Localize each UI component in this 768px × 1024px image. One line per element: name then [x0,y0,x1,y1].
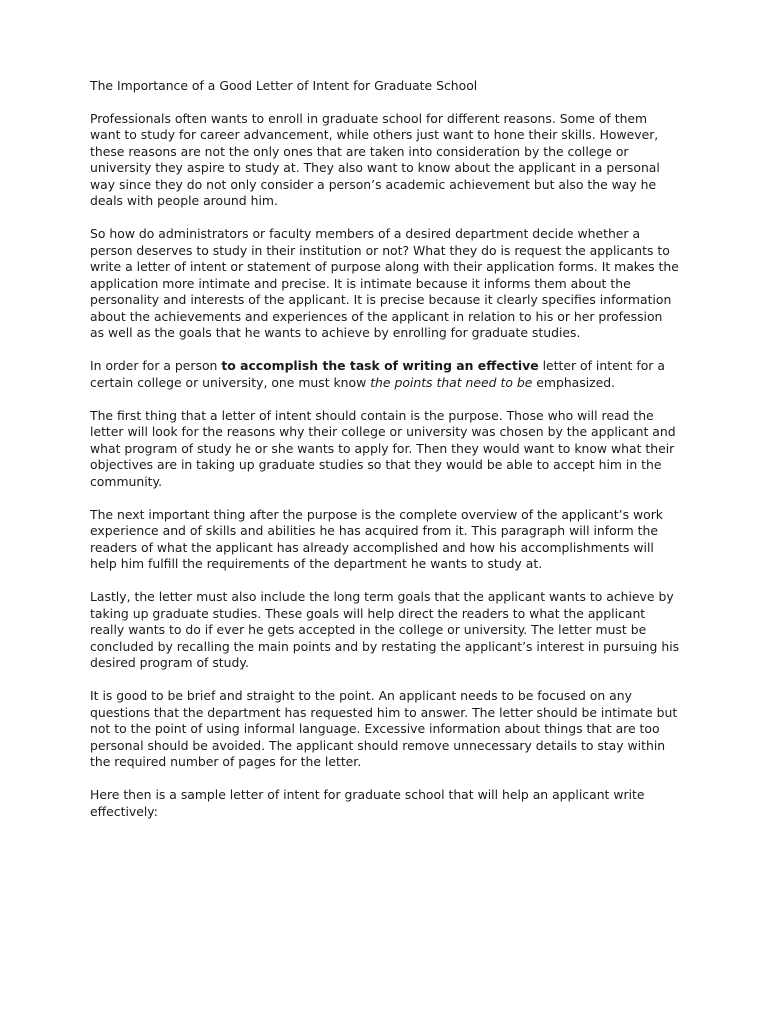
paragraph-3-text-b: letter of intent for a certain college or university, one must know [90,358,665,390]
paragraph-1: Professionals often wants to enroll in graduate school for different reasons. Some of them want to study for career advancement, while others just want to hone their skills. However, these reasons are not the only ones that are taken into consideration by the college or university they aspire to study at. They also want to know about the applicant in a personal way since they do not only consider a person’s academic achievement but also the way he deals with people around him. [90,110,660,208]
paragraph-3-italic-text: the points that need to be [370,374,533,390]
paragraph-3 [90,358,680,391]
paragraph-7: It is good to be brief and straight to the point. An applicant needs to be focused on any questions that the department has requested him to answer. The letter should be intimate but not to the point of using informal language. Excessive information about things that are too personal should be avoided. The applicant should remove unnecessary details to stay within the required number of pages for the letter. [90,688,678,769]
paragraph-3-text-c: emphasized. [532,374,616,390]
paragraph-8: Here then is a sample letter of intent for graduate school that will help an applicant write effectively: [90,787,645,819]
paragraph-3-text-a: In order for a person [90,358,222,373]
paragraph-4: The first thing that a letter of intent should contain is the purpose. Those who will read the letter will look for the reasons why their college or university was chosen by the applicant and what program of study he or she wants to apply for. Then they would want to know what their objectives are in taking up graduate studies so that they would be able to accept him in the community. [90,407,676,489]
document-title: The Importance of a Good Letter of Intent for Graduate School [90,78,478,93]
paragraph-2: So how do administrators or faculty members of a desired department decide whether a person deserves to study in their institution or not? What they do is request the applicants to write a letter of intent or statement of purpose along with their application forms. It makes the application more intimate and precise. It is intimate because it informs them about the personality and interests of the applicant. It is precise because it clearly specifies information about the achievements and experiences of the applicant in relation to his or her profession as well as the goals that he wants to achieve by enrolling for graduate studies. [90,226,679,340]
paragraph-6: Lastly, the letter must also include the long term goals that the applicant wants to achieve by taking up graduate studies. These goals will help direct the readers to what the applicant really wants to do if ever he gets accepted in the college or university. The letter must be concluded by recalling the main points and by restating the applicant’s interest in pursuing his desired program of study. [90,589,680,670]
paragraph-3-bold-text: to accomplish the task of writing an effective [221,358,539,373]
paragraph-5: The next important thing after the purpose is the complete overview of the applicant’s work experience and of skills and abilities he has acquired from it. This paragraph will inform the readers of what the applicant has already accomplished and how his accomplishments will help him fulfill the requirements of the department he wants to study at. [90,506,663,571]
